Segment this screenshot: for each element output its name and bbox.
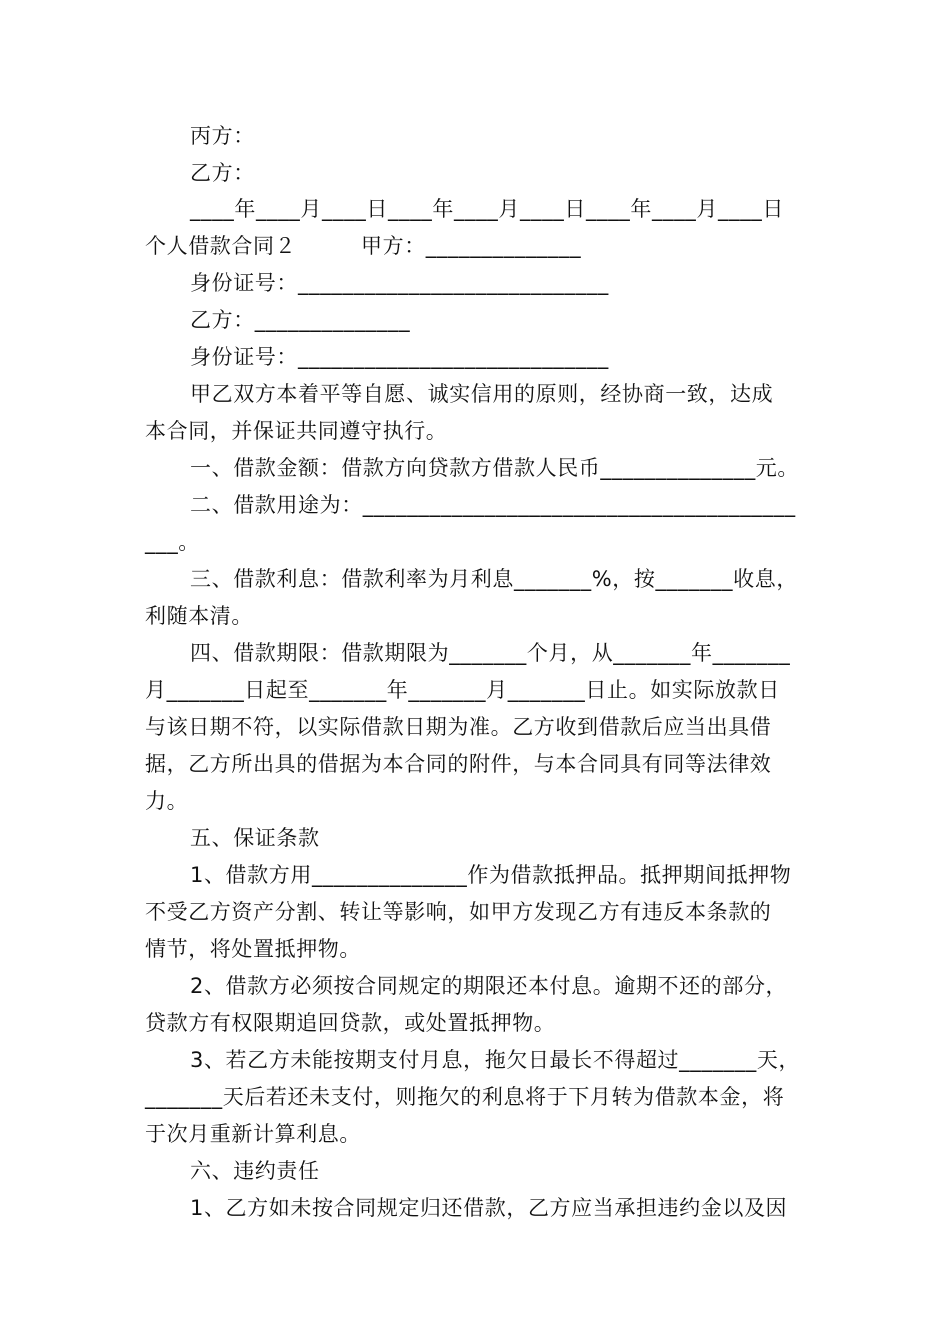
guarantee-item-3: 3、若乙方未能按期支付月息，拖欠日最长不得超过_______天， — [190, 1048, 801, 1072]
liability-item-1: 1、乙方如未按合同规定归还借款，乙方应当承担违约金以及因 — [190, 1196, 788, 1220]
clause-loan-purpose: 二、借款用途为：_______________________________________ — [190, 493, 796, 517]
clause-loan-amount: 一、借款金额：借款方向贷款方借款人民币______________元。 — [190, 456, 799, 480]
paragraph-line: 贷款方有权限期追回贷款，或处置抵押物。 — [145, 1011, 556, 1035]
contract-title-line: 个人借款合同２ 甲方：______________ — [145, 234, 582, 258]
paragraph-line: 甲乙双方本着平等自愿、诚实信用的原则，经协商一致，达成 — [190, 382, 774, 406]
paragraph-line: 于次月重新计算利息。 — [145, 1122, 361, 1146]
paragraph-line: 不受乙方资产分割、转让等影响，如甲方发现乙方有违反本条款的 — [145, 900, 772, 924]
party-b-line: 乙方：______________ — [190, 308, 411, 332]
id-number-line: 身份证号：____________________________ — [190, 271, 609, 295]
paragraph-line: 与该日期不符，以实际借款日期为准。乙方收到借款后应当出具借 — [145, 715, 772, 739]
paragraph-line: 本合同，并保证共同遵守执行。 — [145, 419, 448, 443]
party-c-label: 丙方： — [190, 124, 255, 148]
paragraph-line: 情节，将处置抵押物。 — [145, 937, 361, 961]
paragraph-line: 利随本清。 — [145, 604, 253, 628]
clause-loan-term: 四、借款期限：借款期限为_______个月，从_______年_______ — [190, 641, 791, 665]
id-number-line: 身份证号：____________________________ — [190, 345, 609, 369]
guarantee-item-1: 1、借款方用______________作为借款抵押品。抵押期间抵押物 — [190, 863, 792, 887]
section-guarantee-heading: 五、保证条款 — [190, 826, 320, 850]
paragraph-line: 力。 — [145, 789, 189, 813]
paragraph-line: 据，乙方所出具的借据为本合同的附件，与本合同具有同等法律效 — [145, 752, 772, 776]
clause-interest: 三、借款利息：借款利率为月利息_______%，按_______收息， — [190, 567, 798, 591]
guarantee-item-2: 2、借款方必须按合同规定的期限还本付息。逾期不还的部分， — [190, 974, 788, 998]
party-b-label: 乙方： — [190, 161, 255, 185]
section-liability-heading: 六、违约责任 — [190, 1159, 320, 1183]
paragraph-line: ___。 — [145, 530, 200, 554]
date-blanks: ____年____月____日____年____月____日____年____月____日 — [190, 197, 784, 221]
paragraph-line: 月_______日起至_______年_______月_______日止。如实际放款日 — [145, 678, 780, 702]
paragraph-line: _______天后若还未支付，则拖欠的利息将于下月转为借款本金，将 — [145, 1085, 785, 1109]
